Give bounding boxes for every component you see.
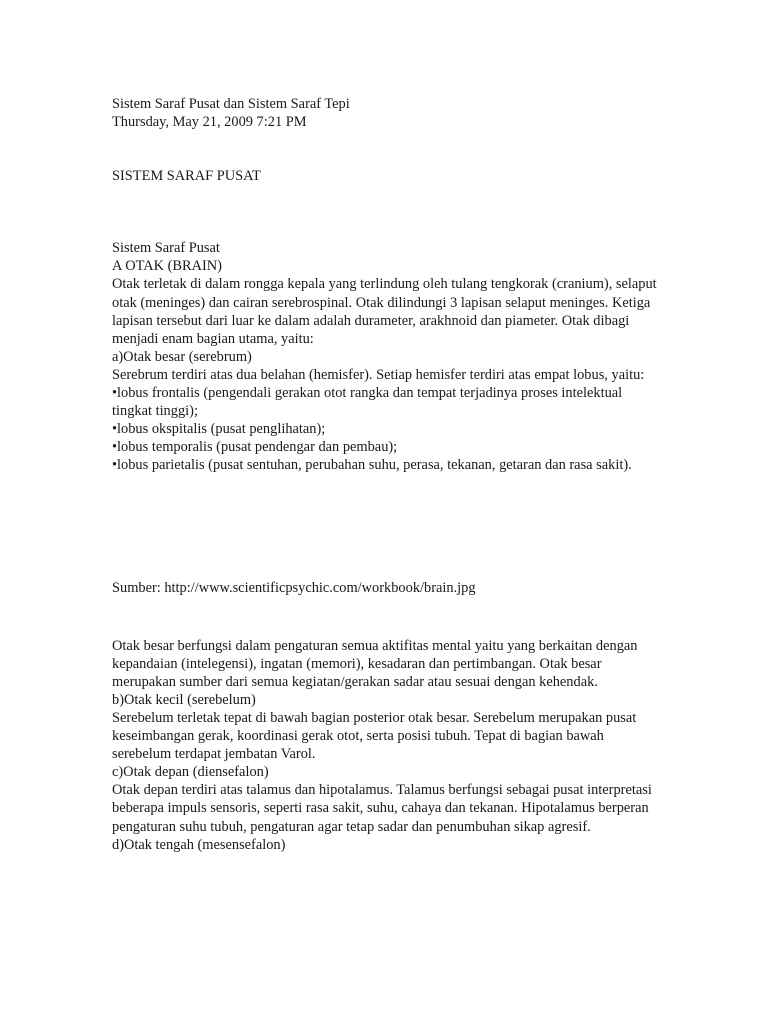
- section-heading: SISTEM SARAF PUSAT: [112, 168, 261, 185]
- image-placeholder-space: [112, 475, 657, 579]
- subheading-otak: A OTAK (BRAIN): [112, 258, 222, 275]
- document-title: Sistem Saraf Pusat dan Sistem Saraf Tepi: [112, 96, 350, 112]
- document-page: [112, 95, 657, 854]
- bullet-item-lobus-okspitalis: •lobus okspitalis (pusat penglihatan);: [112, 421, 326, 438]
- source-citation: Sumber: http://www.scientificpsychic.com/workbook/brain.jpg: [112, 579, 476, 596]
- paragraph-otak-intro: Otak terletak di dalam rongga kepala yang terlindung oleh tulang tengkorak (cranium), selaput otak (meninges) dan cairan serebrospinal. Otak dilindungi 3 lapisan selaput meninges. Ketiga lapisan tersebut dari luar ke dalam adalah durameter, arakhnoid dan piameter. Otak dibagi menjadi enam bagian utama, yaitu:: [112, 276, 657, 347]
- paragraph-otak-besar-fungsi: Otak besar berfungsi dalam pengaturan semua aktifitas mental yaitu yang berkaitan dengan kepandaian (intelegensi), ingatan (memori), kesadaran dan pertimbangan. Otak besar merupakan sumber dari semua kegiatan/gerakan sadar atau sesuai dengan kehendak.: [112, 637, 638, 690]
- subheading-otak-besar: a)Otak besar (serebrum): [112, 348, 252, 365]
- bullet-item-lobus-parietalis: •lobus parietalis (pusat sentuhan, perubahan suhu, perasa, tekanan, getaran dan rasa sakit).: [112, 457, 632, 474]
- subheading-otak-kecil: b)Otak kecil (serebelum): [112, 691, 256, 708]
- paragraph-diensefalon: Otak depan terdiri atas talamus dan hipotalamus. Talamus berfungsi sebagai pusat interpretasi beberapa impuls sensoris, seperti rasa sakit, suhu, cahaya dan tekanan. Hipotalamus berperan pengaturan suhu tubuh, pengaturan agar tetap sadar dan penumbuhan sikap agresif.: [112, 782, 652, 835]
- paragraph-serebelum: Serebelum terletak tepat di bawah bagian posterior otak besar. Serebelum merupakan pusat keseimbangan gerak, koordinasi gerak otot, serta posisi tubuh. Tepat di bagian bawah serebelum terdapat jembatan Varol.: [112, 709, 637, 763]
- spacer: [112, 597, 657, 637]
- subheading-otak-tengah: d)Otak tengah (mesensefalon): [112, 836, 286, 853]
- subtitle-line: Sistem Saraf Pusat: [112, 240, 220, 257]
- spacer: [112, 131, 657, 167]
- subheading-otak-depan: c)Otak depan (diensefalon): [112, 764, 269, 781]
- paragraph-serebrum: Serebrum terdiri atas dua belahan (hemisfer). Setiap hemisfer terdiri atas empat lobus, yaitu:: [112, 366, 645, 383]
- spacer: [112, 185, 657, 239]
- bullet-item-lobus-frontalis: •lobus frontalis (pengendali gerakan otot rangka dan tempat terjadinya proses intelektual tingkat tinggi);: [112, 385, 623, 420]
- document-timestamp: Thursday, May 21, 2009 7:21 PM: [112, 114, 307, 131]
- bullet-item-lobus-temporalis: •lobus temporalis (pusat pendengar dan pembau);: [112, 439, 398, 456]
